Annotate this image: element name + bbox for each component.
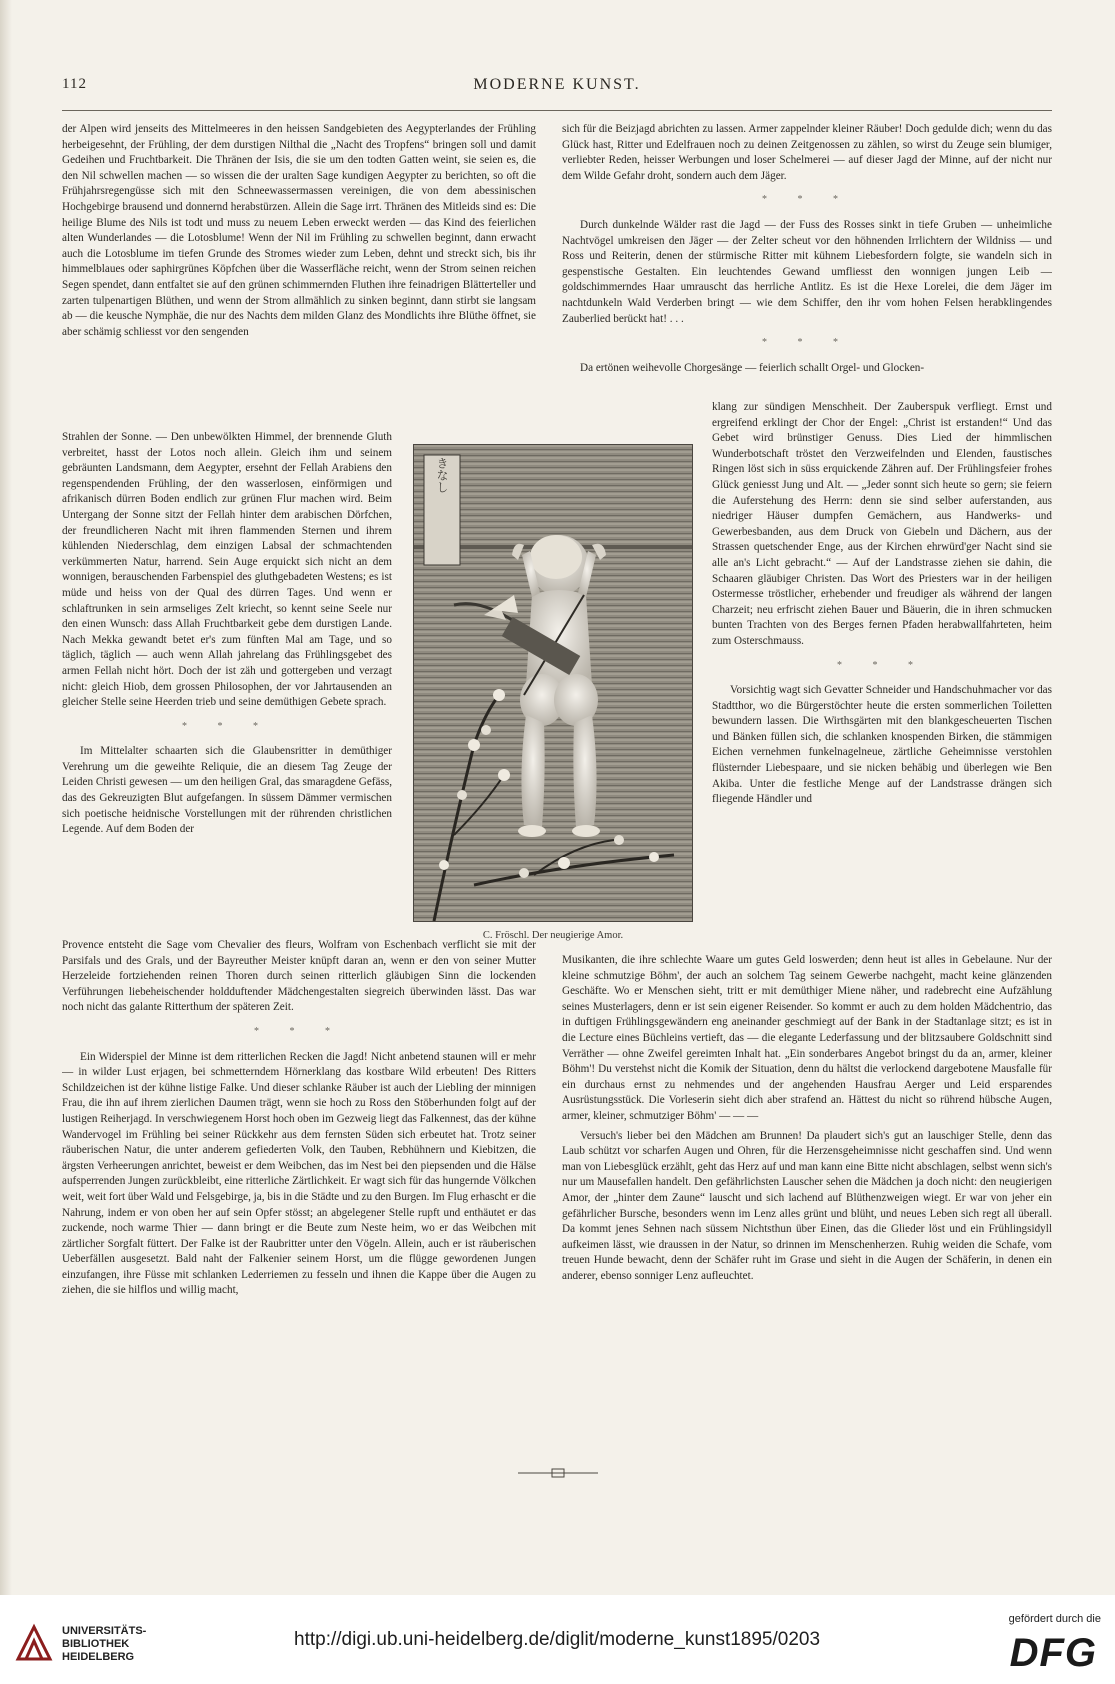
text-column-right-top — [562, 122, 1052, 400]
paragraph: klang zur sündigen Menschheit. Der Zauberspuk verfliegt. Ernst und ergreifend erklingt der Chor der Engel: „Christ ist erstanden!“ Und das Gebet wird brünstiger Genuss. Dies Lied der himmlischen Wunderbotschaft tröstet den Verzweifelnden und Elenden, faustisches Ringen löst sich in süss erquickende Zähren auf. Der Frühlingsfeier frohes Glück geniesst Jung und Alt. — „Jeder sonnt sich heute so gern; sie feiern die Auferstehung des Herrn: denn sie sind selber auferstanden, aus niedriger Häuser dumpfen Gemächern, aus Handwerks- und Gewerbesbanden, aus dem Druck von Giebeln und Dächern, aus der Strassen quetschender Enge, aus der Kirchen ehrwürd'ger Nacht sind sie alle an's Licht gebracht.“ — Auf der Landstrasse ziehen sie dahin, die Schaaren gläubiger Christen. Das Wort des Priesters war in der heiligen Ostermesse tröstlicher, erhebender und freudiger als während der langen Charzeit; neu erfrischt ziehen Bauer und Bäuerin, die in ihren schmucken bunten Trachten von des Berges fernen Pfaden herabwallfahrteten, heim zum Osterschmauss. — [712, 401, 1052, 647]
text-column-left-bottom — [62, 938, 536, 1448]
library-name-line: BIBLIOTHEK — [62, 1638, 130, 1650]
page-header — [62, 76, 1052, 102]
illustration-caption: C. Fröschl. Der neugierige Amor. — [482, 930, 624, 941]
page-edge-shadow — [0, 0, 12, 1595]
section-divider-stars: * * * — [762, 337, 852, 349]
paragraph: Im Mittelalter schaarten sich die Glaubensritter in demüthiger Verehrung um die geweihte Reliquie, die an diesem Tag Zeuge der Leiden Christi gewesen — um den heiligen Gral, das smaragdene Gefäss, das des Gekreuzigten Blut aufgefangen. In süssem Dämmer vermischen sich poetische heidnische Vorstellungen mit der rührenden christlichen Legende. Auf dem Boden der — [62, 745, 392, 836]
section-divider-stars: * * * — [254, 1025, 344, 1037]
dfg-logo[interactable]: DFG — [1009, 1631, 1097, 1675]
paragraph: Provence entsteht die Sage vom Chevalier des fleurs, Wolfram von Eschenbach verflicht sie mit der Parsifals und des Grals, und der Bayreuther Meister knüpft daran an, wenn er den von seiner Mutter Herzeleide fortziehenden reinen Thoren durch seinen ritterlich gläubigen Sinn die lockenden Verführungen liebeheischender holdduftender Mädchengestalten siegreich überwinden lässt. Das war noch nicht das galante Ritterthum der späteren Zeit. — [62, 939, 536, 1014]
text-column-right-wrap — [712, 400, 1052, 955]
artist-signature: きなし — [435, 457, 449, 493]
text-column-left-wrap — [62, 430, 392, 940]
paragraph: Versuch's lieber bei den Mädchen am Brunnen! Da plaudert sich's gut an lauschiger Stelle, denn das Laub schützt vor scharfen Augen und Ohren, für die Herzensgeheimnisse nicht geschaffen sind. Und wenn man von Liebesglück erzählt, geht das Herz auf und man kann eine Bitte nicht abschlagen, selbst wenn sich's nur um Mausefallen handelt. Den gefährlichsten Lauscher sehen die Mädchen ja doch nicht: den neugierigen Amor, der „hinter dem Zaune“ lauscht und sich lachend auf Blüthenzweigen wiegt. Er war von jeher ein gefährlicher Bursche, besonders wenn im Lenz alles grünt und blüht, und neues Leben sich regt all überall. Da kommt jenes Sehnen nach süssem Nichtsthun über Einen, das die Glieder löst und ein Frühlingsidyll aufkeimen lässt, wie draussen in der Natur, so drinnen im Menschenherzen. Ruhig weiden die Schafe, vom treuen Hunde bewacht, denn der Schäfer ruht im Grase und sieht in die Augen der Schäferin, in denen ein anderer, ebenso sonniger Lenz aufleuchtet. — [562, 1129, 1052, 1282]
digitization-footer — [0, 1595, 1115, 1684]
paragraph: der Alpen wird jenseits des Mittelmeeres in den heissen Sandgebieten des Aegypterlandes der Frühling herbeigesehnt, der Frühling, der dem durstigen Nilthal die „Nacht des Tropfens“ bringen soll und damit Gedeihen und Fruchtbarkeit. Die Thränen der Isis, die sie um den todten Gatten weint, sie seien es, die den Nil schwellen machen — so wissen die der uralten Sage kundigen Aegypter zu berichten, so oft die Frühjahrsregengüsse sich mit den Schneewassermassen vereinigen, die von dem abessinischen Hochgebirge brausend und donnernd herabstürzen. Allein die Sage irrt. Thränen des Mitleids sind es: Die heilige Blume des Nils ist todt und muss zu neuem Leben erweckt werden — das Kind des feierlichen alten Wunderlandes — die Lotosblume! Wenn der Nil im Frühling zu schwellen beginnt, dann erwacht auch die Lotosblume im tiefen Grunde des Stromes wieder zum Leben, dehnt und streckt sich, bis ihr himmelblaues oder saphirgrünes Köpfchen über die Wasserfläche reicht, wenn der Strom seinen reichen Segen spendet, dann entfaltet sie auf den grünen schimmernden Fluthen ihre feinadrigen Blätterteller und zarten tulpenartigen Blüthen, und wenn der Strom allmählich zu sinken beginnt, dann stirbt sie langsam ab — die keusche Nymphäe, die nur des Nachts dem milden Glanz des Mondlichts ihre Blüthe öffnet, sie aber schämig schliesst vor den sengenden — [62, 123, 536, 338]
illustration-frame — [413, 444, 693, 922]
library-seal-icon — [14, 1623, 54, 1663]
paragraph: sich für die Beizjagd abrichten zu lassen. Armer zappelnder kleiner Räuber! Doch gedulde dich; wenn du das Glück hast, Ritter und Edelfrauen noch zu deinen Zeitgenossen zu zählen, so wirst du Zeuge sein blumiger, verliebter Reden, heisser Werbungen und loser Schelmerei — auf dieser Jagd der Minne, auf der nicht nur dem Wilde Gefahr droht, sondern auch dem Jäger. — [562, 123, 1052, 182]
paragraph: Ein Widerspiel der Minne ist dem ritterlichen Recken die Jagd! Nicht anbetend staunen will er mehr — in wilder Lust erjagen, bei schmetterndem Hörnerklang das kostbare Wild erbeuten! Des Ritters Schildzeichen ist der kühne listige Falke. Und dieser schlanke Räuber ist auch der Liebling der minnigen Frau, die ihn auf ihrem zierlichen Daumen trägt, wenn sie hoch zu Ross den Stöberhunden folgt auf der lustigen Reiherjagd. In verschwiegenem Horst hoch oben im Gezweig liegt das Falkennest, das der kühne Wandervogel im Frühling bei seiner Rückkehr aus dem fernsten Süden sich erbeutet hat. Trotz seiner räuberischen Natur, die unter anderem gefiederten Volk, den Tauben, Rebhühnern und Kiebitzen, die ärgsten Verheerungen anrichtet, beweist er dem Weibchen, das im Nest bei den piepsenden und die Hälse aufsperrenden Jungen zurückbleibt, eine ritterliche Zärtlichkeit. Er wagt sich für das hungernde Völkchen weit, weit fort über Wald und Felsgebirge, ja, bis in die Städte und zu den Burgen. Im Flug erhascht er die Nahrung, indem er von oben her auf sein Opfer stösst; an abgelegener Stelle rupft und enthäutet er das zuckende, noch warme Thier — dann bringt er die Beute zum Neste heim, wo er das Weibchen mit zärtlicher Sorgfalt füttert. Der Falke ist der Raubritter unter den Vögeln. Allein, auch er ist räuberischen Ueberfällen ausgesetzt. Bald naht der Falkenier seinem Horst, um die flügge gewordenen Jungen einzufangen, ihre Füsse mit schlanken Lederriemen zu fesseln und ihnen die Kappe über die Augen zu ziehen, die sie hilflos und willig macht, — [62, 1050, 536, 1297]
library-name-line: UNIVERSITÄTS- — [62, 1625, 147, 1637]
library-name-line: HEIDELBERG — [62, 1651, 135, 1663]
library-logo[interactable] — [10, 1619, 200, 1669]
paragraph: Strahlen der Sonne. — Den unbewölkten Himmel, der brennende Gluth verbreitet, hasst der Lotos noch allein. Gleich ihm und seinem gebräunten Landsmann, dem Aegypter, ersehnt der Fellah Arabiens den regenspendenden Frühling, der den wasserlosen, einförmigen und afrikanisch dürren Boden endlich zur grünen Flur machen wird. Beim Untergang der Sonne sitzt der Fellah hinter dem arabischen Dörfchen, der freundlicheren Nacht mit ihren flammenden Sternen und ihrem kühlenden Niederschlag, dem einzigen Labsal der schmachtenden verkümmerten Natur, harrend. Sein Auge erquickt sich nicht an dem wonnigen, berauschenden Farbenspiel des gluthgebadeten Westens; es ist müde und heiss von der Qual des dürren Tages. Und wenn er schlaftrunken in sein armseliges Zelt kriecht, so kennt seine Seele nur den einen Wunsch: dass Allah Fruchtbarkeit gebe dem durstigen Lande. Nach Mekka gewandt betet er's zum fünften Mal am Tage, und so täglich, täglich — auch wenn Allah jahrelang das Frühlingsgebet des armen Fellah nicht hört. Doch der ist zäh und gottergeben und verzagt nicht: gleich Hiob, dem grossen Philosophen, der vor Jahrtausenden an gleicher Stelle seine Heerden trieb und seine demüthigen Gebete sprach. — [62, 431, 392, 709]
permalink-url[interactable]: http://digi.ub.uni-heidelberg.de/diglit/moderne_kunst1895/0203 — [294, 1629, 821, 1650]
end-ornament — [518, 1468, 598, 1478]
header-rule — [62, 110, 1052, 111]
paragraph: Da ertönen weihevolle Chorgesänge — feierlich schallt Orgel- und Glocken- — [580, 361, 925, 374]
illustration — [413, 444, 693, 944]
running-title: MODERNE KUNST. — [473, 76, 641, 93]
text-column-right-bottom — [562, 953, 1052, 1448]
signature-plate — [424, 455, 460, 565]
cupid-illustration — [414, 445, 692, 921]
page-number: 112 — [62, 76, 87, 92]
section-divider-stars: * * * — [837, 659, 927, 671]
section-divider-stars: * * * — [182, 720, 272, 732]
funding-note: gefördert durch die — [1008, 1613, 1101, 1625]
library-name — [62, 1625, 146, 1664]
paragraph: Durch dunkelnde Wälder rast die Jagd — der Fuss des Rosses sinkt in tiefe Gruben — unheimliche Nachtvögel umkreisen den Jäger — der Zelter scheut vor den höhnenden Irrlichtern der Wildniss — und Ross und Reiterin, denen der stürmische Ritter mit kühnem Liebesfordern folgte, sie wandeln sich in gespenstische Gestalten. Ein leuchtendes Gewand umfliesst den wonnigen jungen Leib — goldschimmerndes Haar umrauscht das herrliche Antlitz. Es ist die Hexe Lorelei, die dem Jäger im nachtdunkeln Wald Verderben bringt — wie dem Schiffer, den ihr vom hohen Felsen herabklingendes Zauberlied berückt hat! . . . — [562, 218, 1052, 325]
paragraph: Vorsichtig wagt sich Gevatter Schneider und Handschuhmacher vor das Stadtthor, wo die Bürgerstöchter heute die ersten sommerlichen Toiletten bewundern lassen. Die Wirthsgärten mit den blankgescheuerten Tischen und Bänken füllen sich, die schlanken knospenden Birken, die stämmigen Eichen vernehmen funkelnagelneue, zärtliche Geheimnisse verstohlen flüsternder Liebespaare, und sie nicken behäbig und überlegen wie Ben Akiba. Unter die festliche Menge auf der Landstrasse drängen sich fliegende Händler und — [712, 684, 1052, 806]
paragraph: Musikanten, die ihre schlechte Waare um gutes Geld loswerden; denn heut ist alles in Gebelaune. Nur der kleine schmutzige Böhm', der auch an solchem Tag seinem Gewerbe nachgeht, macht keine glänzenden Geschäfte. Wo er Menschen sieht, tritt er mit demüthiger Miene näher, und radebrecht eine Aufzählung seines Musterlagers, denn er ist sein eigener Reisender. So kommt er auch zu dem holden Mädchentrio, das in duftigen Frühlingsgewändern eng aneinander geschmiegt auf der Bank in der Stadtanlage sitzt; es ist in die Lecture eines Büchleins vertieft, das — die elegante Lederfassung und der blitzsaubere Goldschnitt sind Verräther — ohne Zweifel gereimten Inhalt hat. „Ein sonderbares Angebot bringst du da an, armer, kleiner Böhm'! Du verstehst nicht die Komik der Situation, denn du hältst die verlockend dargebotene Mausfalle für ein durchaus ernst zu nehmendes und der angehenden Hausfrau Aerger und Leid ersparendes Ausrüstungsstück. Die Vorleserin sieht dich aber strafend an. Hättest du nicht so rührend hübsche Augen, armer, kleiner, schmutziger Böhm' — — — — [562, 954, 1052, 1122]
text-column-left-top — [62, 122, 536, 432]
section-divider-stars: * * * — [762, 194, 852, 206]
